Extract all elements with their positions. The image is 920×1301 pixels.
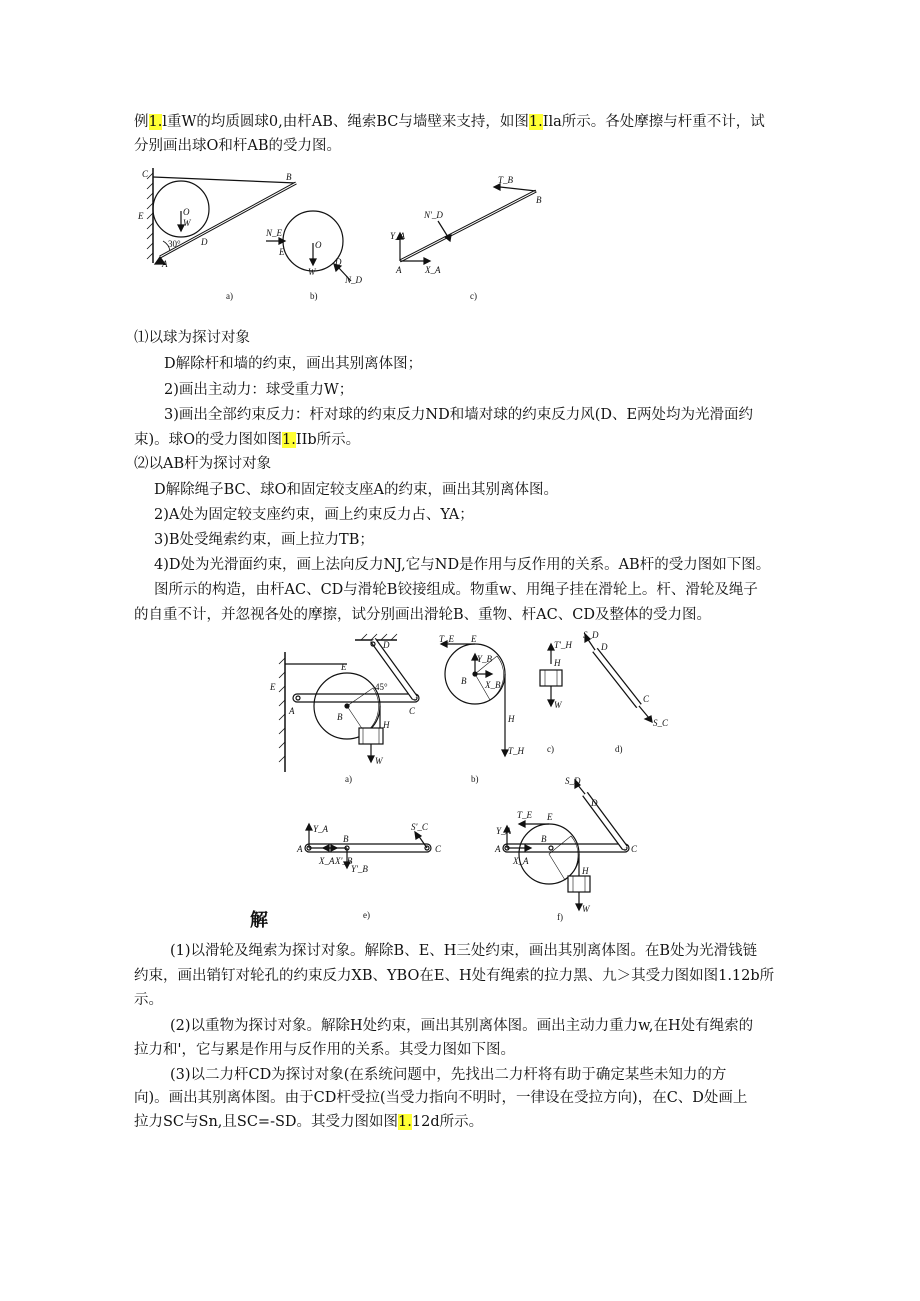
highlight: 1. (398, 1114, 412, 1130)
caption-a: a) (226, 291, 233, 301)
solution-3-line-3 (134, 1112, 483, 1132)
label-O-b: O (315, 240, 322, 250)
text: 例 (134, 114, 149, 130)
caption-e: e) (363, 910, 370, 920)
label-C-d: C (643, 694, 650, 704)
label-ND: N_D (345, 275, 363, 285)
ball-heading: ⑴以球为探讨对象 (134, 330, 250, 346)
ball-step-1: D解除杆和墙的约束，画出其别离体图； (164, 356, 423, 372)
caption-b: b) (310, 291, 318, 301)
label-B-b: B (461, 676, 467, 686)
solution-2-line-1: (2)以重物为探讨对象。解除H处约束，画出其别离体图。画出主动力重力w,在H处有绳索的 (170, 1018, 754, 1034)
solution-1-line-2: 约束，画出销钉对轮孔的约束反力XB、YBO在E、H处有绳索的拉力黑、九＞其受力图如图1.12b所 (134, 968, 775, 984)
text: 束)。球O的受力图如图 (134, 432, 283, 448)
ball-step-3a: 3)画出全部约束反力：杆对球的约束反力ND和墙对球的约束反力风(D、E两处均为光滑面约 (164, 407, 754, 423)
label-B-c: B (536, 195, 542, 205)
caption-a: a) (345, 774, 352, 784)
rod-heading: ⑵以AB杆为探讨对象 (134, 456, 272, 472)
highlight: 1. (148, 114, 163, 130)
label-YBp-e: Y'_B (351, 864, 368, 874)
label-W: W (183, 218, 191, 228)
text: 拉力SC与Sn,且SC=-SD。其受力图如图 (134, 1114, 399, 1130)
label-B-a: B (337, 712, 343, 722)
label-YB-b: Y_B (477, 654, 493, 664)
label-TH-b: T_H (508, 746, 525, 756)
label-W-a: W (375, 756, 383, 766)
solution-1-line-3: 示。 (134, 992, 163, 1008)
label-NE: N_E (266, 228, 283, 238)
label-C-f: C (631, 844, 638, 854)
label-ND-prime: N'_D (424, 210, 443, 220)
label-D-b: D (335, 257, 342, 267)
text: Ila所示。各处摩擦与杆重不计，试 (542, 114, 765, 130)
label-A-a: A (289, 706, 295, 716)
label-E-b: E (471, 634, 477, 644)
label-XB-b: X_B (485, 680, 501, 690)
label-D-a: D (383, 640, 390, 650)
label-THp-c: T'_H (554, 640, 572, 650)
rod-step-1: D解除绳子BC、球O和固定较支座A的约束，画出其别离体图。 (154, 482, 559, 498)
label-H-f: H (582, 866, 589, 876)
rod-step-2: 2)A处为固定较支座约束，画上约束反力占、YA； (154, 507, 474, 523)
label-XA-e: X_A (319, 856, 335, 866)
label-TE-f: T_E (517, 810, 533, 820)
text: 12d所示。 (411, 1114, 484, 1130)
example-1-line-2: 分别画出球O和杆AB的受力图。 (134, 138, 342, 154)
label-SD-d: S_D (583, 630, 599, 640)
label-H-c: H (554, 658, 561, 668)
label-SD-f: S_D (565, 776, 581, 786)
label-A: A (162, 259, 168, 269)
example-1-line-1 (134, 112, 765, 132)
figure-1 (138, 163, 558, 308)
label-TB: T_B (498, 175, 514, 185)
label-XBp-e: X'_B (335, 856, 353, 866)
ball-step-2: 2)画出主动力：球受重力W； (164, 382, 354, 398)
label-XA: X_A (425, 265, 441, 275)
label-E: E (138, 211, 144, 221)
label-B-e: B (343, 834, 349, 844)
problem-2-line-1: 图所示的构造，由杆AC、CD与滑轮B铰接组成。物重w、用绳子挂在滑轮上。杆、滑轮及绳子 (154, 582, 758, 598)
label-B-f: B (541, 834, 547, 844)
problem-2-line-2: 的自重不计，并忽视各处的摩擦，试分别画出滑轮B、重物、杆AC、CD及整体的受力图。 (134, 607, 711, 623)
solution-1-line-1: (1)以滑轮及绳索为探讨对象。解除B、E、H三处约束，画出其别离体图。在B处为光滑钱链 (170, 943, 758, 959)
solution-label: 解 (250, 910, 268, 931)
label-YA-e: Y_A (313, 824, 329, 834)
rod-step-4: 4)D处为光滑面约束，画上法向反力NJ,它与ND是作用与反作用的关系。AB杆的受力图如下图。 (154, 557, 771, 573)
text: l重W的均质圆球0,由杆AB、绳索BC与墙壁来支持，如图 (162, 114, 529, 130)
label-SCp-e: S'_C (411, 822, 428, 832)
label-YA-f: Y_A (496, 826, 512, 836)
label-C-a: C (409, 706, 416, 716)
caption-b: b) (471, 774, 479, 784)
label-E-a: E (270, 682, 276, 692)
label-H-a: H (383, 720, 390, 730)
solution-2-line-2: 拉力和'，它与累是作用与反作用的关系。其受力图如下图。 (134, 1042, 515, 1058)
label-XA-f: X_A (513, 856, 529, 866)
label-E-f: E (547, 812, 553, 822)
figure-2 (265, 630, 669, 922)
label-W-b: W (308, 267, 316, 277)
highlight: 1. (528, 114, 543, 130)
label-W-c: W (554, 700, 562, 710)
label-C-e: C (435, 844, 442, 854)
label-A-c: A (396, 265, 402, 275)
label-E-a2: E (341, 662, 347, 672)
caption-c: c) (547, 744, 554, 754)
label-H-b: H (508, 714, 515, 724)
label-TE-b: T_E (439, 634, 455, 644)
solution-3-line-2: 向)。画出其别离体图。由于CD杆受拉(当受力指向不明时，一律设在受拉方向)，在C、D处画上 (134, 1090, 748, 1106)
label-D: D (201, 237, 208, 247)
text: IIb所示。 (295, 432, 361, 448)
label-45deg: 45° (375, 682, 388, 692)
label-B: B (286, 172, 292, 182)
label-W-f: W (582, 904, 590, 914)
rod-step-3: 3)B处受绳索约束，画上拉力TB； (154, 532, 374, 548)
ball-step-3b (134, 430, 360, 450)
label-SC-d: S_C (653, 718, 669, 728)
label-A-f: A (495, 844, 501, 854)
label-D-d: D (601, 642, 608, 652)
caption-c: c) (470, 291, 477, 301)
label-YA: Y_A (390, 231, 406, 241)
label-O: O (183, 207, 190, 217)
solution-3-line-1: (3)以二力杆CD为探讨对象(在系统问题中，先找出二力杆将有助于确定某些未知力的方 (170, 1067, 727, 1083)
label-A-e: A (297, 844, 303, 854)
caption-d: d) (615, 744, 623, 754)
label-E-b: E (279, 247, 285, 257)
caption-f: f) (557, 912, 563, 922)
label-D-f: D (591, 798, 598, 808)
label-30deg: 30° (168, 239, 181, 249)
label-C: C (142, 169, 149, 179)
highlight: 1. (282, 432, 296, 448)
